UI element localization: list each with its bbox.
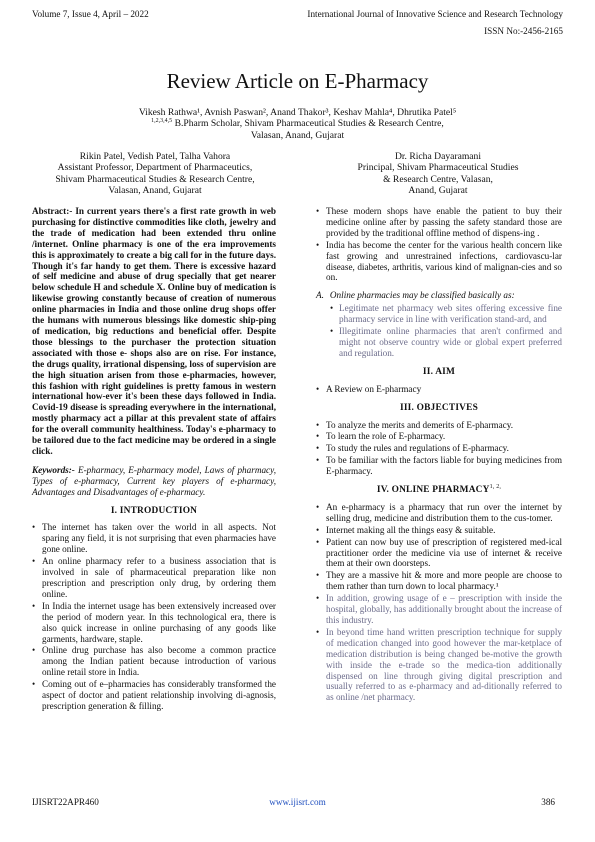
keywords-text: E-pharmacy, E-pharmacy model, Laws of pharmacy, Types of e-pharmacy, Current key players of e-pharmacy, Advantages and Disadvantages of e-pharmacy.	[32, 464, 276, 497]
subsection-heading-classification: A. Online pharmacies may be classified basically as:	[316, 290, 515, 301]
list-item: • To learn the role of E-pharmacy.	[316, 431, 562, 442]
aff-right-line: Anand, Gujarat	[408, 185, 468, 197]
journal-website-link[interactable]: www.ijisrt.com	[269, 797, 326, 807]
section-heading-aim: II. AIM	[422, 366, 456, 377]
volume-info: Volume 7, Issue 4, April – 2022	[32, 9, 149, 19]
list-item: • These modern shops have enable the patient to buy their medicine online after by passing the safety standard those are provided by the traditional offline method of dispens-ing .	[316, 206, 562, 239]
list-item: • An online pharmacy refer to a business association that is involved in sale of pharmaceutical preparation like non prescription and prescription only drug, by ordering them online.	[32, 556, 276, 600]
introduction-list-continued	[316, 206, 562, 283]
classification-list	[330, 303, 562, 359]
list-item: • To study the rules and regulations of E-pharmacy.	[316, 443, 562, 454]
abstract-text: In current years there's a first rate growth in web purchasing for distinctive commodities like cloth, jewelry and the trade of medication had been extended thru online /internet. Online pharmacy is one of the era improvements this is approximately to create a big call for in the future days. Though it's far handy to get them. There is excessive hazard of self medicine and abuse of drug specially that get nearer below schedule H and schedule X. Online buy of medication is likewise growing constantly because of creation of numerous online pharmacies in India and those online drug shops offer the humans with numerous blessings like domestic ship-ping of medication, big reductions and beneficial offer. Despite those blessings to the purchaser the protection situation associated with those e- shops also are on rise. For instance, the drugs quality, irrational dispensing, loss of supervision are the high situation arisen from those e-pharmacies, however, this fashion with right guidelines is pretty famous in western international how-ever it's been these days followed in India. Covid-19 disease is spreading everywhere in the international, mostly pharmacy act a pillar at this prevalent state of affairs for the overall community healthiness. Today's e-pharmacy to be tailored due to the fact medicine may be ordered in a single click.	[32, 206, 276, 456]
list-item: • In addition, growing usage of e – prescription with inside the hospital, globally, has additionally brought about the increase of this industry.	[316, 593, 562, 626]
citation-sup: 1, 2,	[489, 483, 502, 490]
journal-name: International Journal of Innovative Science and Research Technology	[307, 9, 563, 19]
aim-list	[316, 384, 562, 395]
aff-left-line: Assistant Professor, Department of Pharmaceutics,	[57, 162, 253, 174]
list-item: • The internet has taken over the world in all aspects. Not sparing any field, it is not surprising that even pharmacies have gone online.	[32, 522, 276, 555]
author-location: Valasan, Anand, Gujarat	[250, 129, 345, 141]
issn-number: ISSN No:-2456-2165	[484, 26, 563, 36]
objectives-list	[316, 420, 562, 478]
section-heading-introduction: I. INTRODUCTION	[110, 505, 198, 516]
abstract	[32, 206, 276, 457]
paper-code: IJISRT22APR460	[32, 797, 99, 807]
aff-left-line: Shivam Pharmaceutical Studies & Research Centre,	[55, 173, 255, 185]
list-item: • Internet making all the things easy & suitable.	[316, 525, 562, 536]
faculty-affiliation-left	[30, 151, 280, 197]
page-title: Review Article on E-Pharmacy	[166, 69, 429, 93]
list-item: • Illegitimate online pharmacies that aren't confirmed and might not observe country wide or global expert preferred and regulation.	[330, 326, 562, 359]
page-number: 386	[541, 797, 555, 807]
online-pharmacy-list	[316, 502, 562, 703]
section-heading-objectives: III. OBJECTIVES	[399, 402, 479, 413]
aff-right-line: Principal, Shivam Pharmaceutical Studies	[357, 162, 519, 174]
list-item: • In beyond time hand written prescription technique for supply of medication changed into good however the mar-ketplace of medication distribution is being changed be-motive the growth with inside the e-trade so the medica-tion additionally dispensed on line through giving digital prescription and usually referred to as e-pharmacy and ad-ditionally referred to as online /net pharmacy.	[316, 627, 562, 703]
author-affiliation-sup: 1,2,3,4,5	[151, 118, 173, 125]
faculty-affiliation-right	[313, 151, 563, 197]
list-item: • A Review on E-pharmacy	[316, 384, 562, 395]
list-item: • In India the internet usage has been extensively increased over the period of modern year. In this technological era, there is also quick increase in online purchasing of any goods like garments, hardware, staple.	[32, 601, 276, 645]
section-heading-online-pharmacy: IV. ONLINE $PHARMACY^{1, 2,}$	[376, 483, 502, 496]
aff-right-line: & Research Centre, Valasan,	[383, 173, 493, 185]
list-item: • An e-pharmacy is a pharmacy that run over the internet by selling drug, medicine and distribution them to the cus-tomer.	[316, 502, 562, 524]
list-item: • They are a massive hit & more and more people are choose to them rather than turn down to local pharmacy.¹	[316, 570, 562, 592]
right-column	[316, 206, 562, 704]
author-names: Vikesh Rathwa¹, Avnish Paswan², Anand Thakor³, Keshav Mahla⁴, Dhrutika Patel⁵	[138, 107, 457, 118]
list-item: • India has become the center for the various health concern like fast growing and unrestrained infections, cardiovascu-lar disease, diabetes, arthritis, various kind of malignan-cies and so on.	[316, 240, 562, 284]
keywords	[32, 465, 276, 498]
list-item: • Patient can now buy use of prescription of registered med-ical practitioner order the medicine via use of internet & receive them at their own doorsteps.	[316, 537, 562, 570]
list-item: • To be familiar with the factors liable for buying medicines from E-pharmacy.	[316, 455, 562, 477]
list-item: • To analyze the merits and demerits of E-pharmacy.	[316, 420, 562, 431]
aff-left-line: Rikin Patel, Vedish Patel, Talha Vahora	[79, 151, 231, 162]
list-item: • Coming out of e–pharmacies has considerably transformed the aspect of doctor and patient relationship involving di-agnosis, prescription generation & filling.	[32, 679, 276, 712]
author-block	[0, 107, 595, 141]
list-item: • Legitimate net pharmacy web sites offering excessive fine pharmacy service in line with verification stand-ard, and	[330, 303, 562, 325]
aff-right-line: Dr. Richa Dayaramani	[394, 151, 482, 162]
abstract-label: Abstract:-	[32, 206, 73, 216]
aff-left-line: Valasan, Anand, Gujarat	[108, 185, 202, 197]
left-column	[32, 206, 276, 713]
keywords-label: Keywords:-	[32, 464, 75, 475]
introduction-list	[32, 522, 276, 711]
author-affiliation	[0, 118, 595, 129]
list-item: • Online drug purchase has also become a common practice among the Indian patient because introduction of various online retail store in India.	[32, 645, 276, 678]
author-affiliation-text: B.Pharm Scholar, Shivam Pharmaceutical Studies & Research Centre,	[172, 118, 444, 130]
